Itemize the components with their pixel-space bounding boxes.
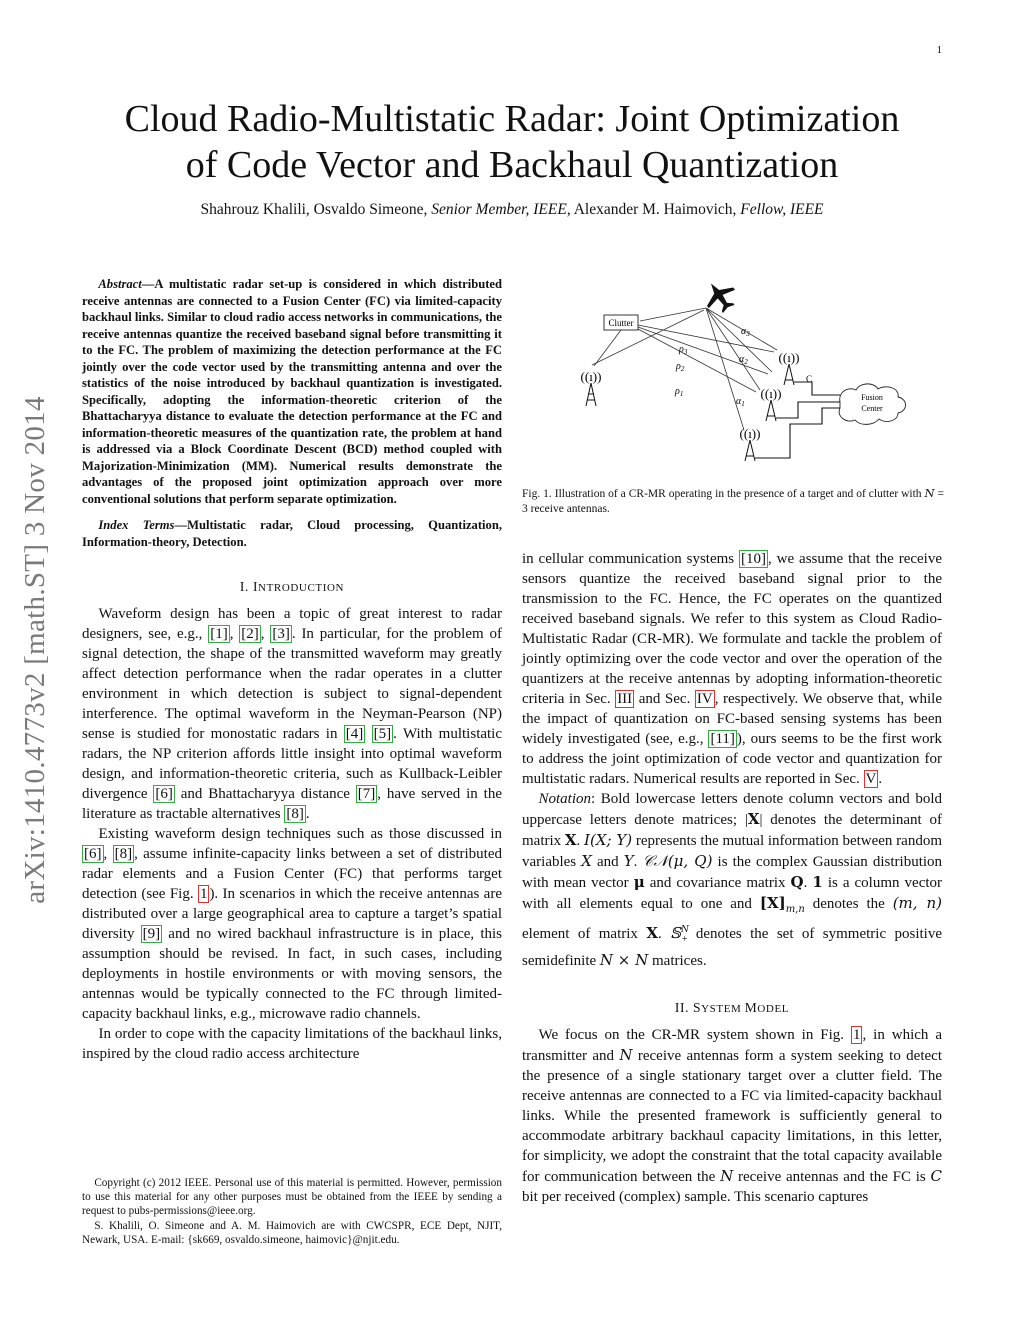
math-subscript: +	[681, 934, 688, 945]
section-1-rest: NTRODUCTION	[258, 582, 345, 594]
text-run: .	[576, 833, 585, 849]
svg-text:((ı)): ((ı))	[739, 426, 761, 441]
svg-text:((ı)): ((ı))	[778, 350, 800, 365]
author-names-1: Shahrouz Khalili, Osvaldo Simeone,	[200, 201, 432, 218]
citation-link[interactable]: [5]	[373, 726, 392, 742]
text-run: : Bold lowercase letters denote column vectors and bold uppercase letters denote matrices; |	[522, 791, 942, 828]
text-run: We focus on the CR-MR system shown in Fig.	[538, 1027, 851, 1043]
abstract-label: Abstract	[98, 277, 142, 291]
citation-link[interactable]: [6]	[84, 846, 102, 862]
text-run: ). In scenarios in which the receive antennas are distributed over a large geographical area to capture a target’s spatial diversity	[82, 886, 502, 942]
intro-paragraph-2	[82, 824, 502, 1024]
citation-link[interactable]: [11]	[710, 731, 735, 747]
figure-link[interactable]: 1	[852, 1027, 861, 1043]
math-symbol: X	[747, 810, 760, 828]
text-run: Existing waveform design techniques such as those discussed in	[98, 826, 502, 842]
text-run: , have served in the literature as tractable alternatives	[82, 786, 502, 822]
receive-antenna-1-icon	[740, 426, 761, 461]
text-run: ,	[229, 626, 240, 642]
figure-1-caption	[522, 486, 944, 516]
rho-2-label: $\rho_2$	[676, 361, 685, 373]
index-terms-text: —Multistatic radar, Cloud processing, Quantization, Information-theory, Detection.	[82, 518, 502, 549]
citation-link[interactable]: [4]	[345, 726, 364, 742]
math-symbol: N	[619, 1046, 633, 1064]
text-run: denotes the set of symmetric positive semidefinite	[522, 926, 942, 969]
section-link[interactable]: III	[617, 691, 633, 707]
notation-label: Notation	[538, 791, 592, 807]
text-run: , assume infinite-capacity links between a set of distributed radar elements and a Fusion Center (FC) that performs target detection (see Fig.	[82, 846, 503, 902]
text-run: and Bhattacharyya distance	[174, 786, 356, 802]
text-run: .	[878, 771, 883, 787]
math-symbol: X	[581, 852, 592, 870]
math-symbol: N	[720, 1167, 734, 1185]
intro-paragraph-1	[82, 604, 502, 824]
text-run: . With multistatic radars, the NP criterion affords little insight into optimal waveform design, and information-theoretic criteria, such as Kullback-Leibler divergence	[82, 726, 503, 802]
text-run: matrices.	[648, 953, 707, 969]
citation-link[interactable]: [2]	[241, 626, 259, 642]
text-run: ,	[260, 626, 271, 642]
text-run: , we assume that the receive sensors quantize the received baseband signal prior to the transmission to the FC. Hence, the FC operates on the quantized received baseband signals. We refer to this system as Cloud Radio-Multistatic Radar (CR-MR). We formulate and tackle the problem of jointly optimizing over the code vector and over the operation of the quantizers at the receive antennas by adopting information-theoretic criteria in Sec.	[522, 551, 942, 707]
target-aircraft-icon	[698, 274, 742, 318]
citation-link[interactable]: [9]	[142, 926, 161, 942]
index-terms-label: Index Terms	[98, 518, 175, 532]
math-symbol: [X]	[759, 894, 786, 912]
capacity-label: C	[806, 374, 813, 384]
figure-1	[522, 270, 942, 480]
alpha-3-label: $\alpha_3$	[741, 326, 750, 338]
text-run: , in which a transmitter and	[522, 1027, 943, 1064]
affiliation-footnote: S. Khalili, O. Simeone and A. M. Haimovich are with CWCSPR, ECE Dept, NJIT, Newark, USA. E-mail: {sk669, osvaldo.simeone, haimovic}@njit.edu.	[82, 1219, 502, 1246]
math-symbol: (m, n)	[892, 894, 942, 912]
citation-link[interactable]: [8]	[114, 846, 133, 862]
text-run: ), ours seems to be the first work to address the joint optimization of code vector and quantization for multistatic radars. Numerical results are reported in Sec.	[522, 731, 942, 787]
math-symbol: 𝒞𝒩(μ, Q)	[642, 852, 713, 870]
math-symbol: X	[564, 831, 577, 849]
page-number: 1	[936, 44, 942, 56]
section-heading-introduction	[82, 579, 502, 595]
footnotes	[82, 1176, 502, 1247]
figure-link[interactable]: 1	[199, 886, 208, 902]
math-symbol: X	[646, 924, 658, 942]
citation-link[interactable]: [7]	[357, 786, 376, 802]
svg-text:((ı)): ((ı))	[580, 369, 602, 384]
system-model-paragraph	[522, 1025, 942, 1207]
receive-antenna-3-icon	[779, 350, 800, 385]
notation-paragraph	[522, 789, 942, 971]
svg-text:((ı)): ((ı))	[760, 386, 782, 401]
math-symbol: Y	[623, 852, 634, 870]
math-symbol: N × N	[599, 951, 649, 969]
text-run: .	[305, 806, 310, 822]
index-terms	[82, 517, 502, 550]
text-run: .	[633, 854, 643, 870]
text-run: and covariance matrix	[644, 875, 791, 891]
author-list	[80, 201, 944, 219]
text-run: receive antennas form a system seeking to detect the presence of a single stationary target over a clutter field. The receive antennas are connected to a FC via limited-capacity backhaul links. While the presented framework is sufficiently general to accommodate arbitrary backhaul capacity limitations, in this letter, for simplicity, we adopt the constraint that the total capacity available for communication between the	[522, 1048, 942, 1185]
math-symbol: μ	[633, 873, 645, 891]
text-run: and Sec.	[634, 691, 695, 707]
math-symbol: Q	[790, 873, 804, 891]
text-run: . In particular, for the problem of signal detection, the shape of the transmitted waveform may greatly affect detection performance when the radar operates in a clutter environment in which detection is subject to signal-dependent interference. The optimal waveform in the Neyman-Pearson (NP) sense is studied for monostatic radars in	[82, 626, 502, 742]
section-link[interactable]: IV	[696, 691, 713, 707]
text-run: in cellular communication systems	[522, 551, 740, 567]
left-column	[82, 276, 502, 1064]
text-run: receive antennas and the FC is	[733, 1169, 931, 1185]
fusion-label-1: Fusion	[861, 393, 883, 402]
text-run: is a column vector with all elements equal to one and	[522, 875, 943, 912]
alpha-2-label: $\alpha_2$	[739, 354, 748, 366]
section-1-number: I.	[239, 579, 253, 594]
text-run: | denotes the determinant of matrix	[522, 812, 942, 849]
right-column	[522, 549, 942, 1207]
section-1-first: I	[252, 579, 259, 594]
text-run: and	[591, 854, 624, 870]
text-run: Waveform design has been a topic of great interest to radar designers, see, e.g.,	[82, 606, 502, 642]
title-line-2: of Code Vector and Backhaul Quantization	[185, 144, 839, 186]
author-role-2: Fellow, IEEE	[740, 201, 824, 218]
text-run: .	[803, 875, 813, 891]
math-superscript: N	[680, 925, 689, 935]
abstract-text: —A multistatic radar set-up is considered in which distributed receive antennas are connected to a Fusion Center (FC) via limited-capacity backhaul links. Similar to cloud radio access networks in communications, the receive antennas quantize the received baseband signal before transmitting it to the FC. The problem of maximizing the detection performance at the FC jointly over the code vector used by the transmitting antenna and over the statistics of the noise introduced by backhaul quantization is investigated. Specifically, adopting the information-theoretic criterion of the Bhattacharyya distance to evaluate the detection performance at the FC and information-theoretic measures of the quantization rate, the problem at hand is addressed via a Block Coordinate Descent (BCD) method coupled with Majorization-Minimization (MM). Numerical results demonstrate the advantages of the proposed joint optimization approach over more conventional solutions that perform separate optimization.	[82, 277, 502, 506]
intro-paragraph-3: In order to cope with the capacity limitations of the backhaul links, inspired by the cloud radio access architecture	[82, 1026, 502, 1062]
receive-antenna-2-icon	[761, 386, 782, 421]
fusion-label-2: Center	[861, 404, 883, 413]
copyright-footnote: Copyright (c) 2012 IEEE. Personal use of this material is permitted. However, permission to use this material for any other purposes must be obtained from the IEEE by sending a request to pubs-permissions@ieee.org.	[82, 1177, 502, 1218]
text-run: bit per received (complex) sample. This scenario captures	[522, 1189, 869, 1205]
rho-1-label: $\rho_1$	[675, 386, 684, 398]
math-symbol: 1	[812, 873, 823, 891]
section-heading-system-model	[522, 1000, 942, 1016]
section-link[interactable]: V	[865, 771, 877, 787]
text-run: represents the mutual information between random variables	[522, 833, 942, 870]
abstract	[82, 276, 502, 507]
text-run: and no wired backhaul infrastructure is in place, this assumption should be revised. In fact, in such cases, including deployments in hostile environments or with moving sensors, the antennas would be typically connected to the FC through limited-capacity backhaul links, e.g., microwave radio channels.	[82, 926, 503, 1022]
section-2-rest-1: YSTEM	[701, 1003, 745, 1015]
text-run: = 3 receive antennas.	[522, 488, 944, 515]
section-2-number: II.	[674, 1000, 694, 1015]
text-run: element of matrix	[522, 926, 647, 942]
citation-link[interactable]: [1]	[210, 626, 228, 642]
math-symbol: C	[930, 1167, 942, 1185]
section-2-first-1: S	[693, 1000, 702, 1015]
title-line-1: Cloud Radio-Multistatic Radar: Joint Optimization	[124, 98, 900, 140]
text-run: ,	[103, 846, 113, 862]
arxiv-stamp: arXiv:1410.4773v2 [math.ST] 3 Nov 2014	[19, 396, 51, 904]
fusion-center-cloud	[839, 384, 905, 425]
math-subscript: m,n	[785, 904, 805, 915]
text-run: is the complex Gaussian distribution with mean vector	[522, 854, 943, 891]
text-run: .	[657, 926, 671, 942]
math-symbol: I(X; Y)	[584, 831, 633, 849]
citation-link[interactable]: [10]	[741, 551, 767, 567]
figure-1-diagram	[522, 270, 942, 480]
citation-link[interactable]: [3]	[272, 626, 290, 642]
paper-title	[80, 96, 944, 188]
intro-paragraph-3-continued	[522, 549, 942, 789]
rho-3-label: $\rho_3$	[679, 344, 688, 356]
alpha-1-label: $\alpha_1$	[736, 396, 745, 408]
text-run	[365, 726, 371, 742]
path-labels	[674, 326, 750, 408]
section-2-first-2: M	[744, 1000, 758, 1015]
citation-link[interactable]: [8]	[286, 806, 304, 822]
text-run: denotes the	[804, 896, 893, 912]
math-symbol: 𝕊	[670, 924, 681, 942]
author-names-2: , Alexander M. Haimovich,	[566, 201, 741, 218]
text-run: Fig. 1. Illustration of a CR-MR operating in the presence of a target and of clutter with	[522, 488, 925, 500]
transmit-antenna-icon	[581, 369, 602, 406]
citation-link[interactable]: [6]	[155, 786, 173, 802]
math-symbol: N	[924, 486, 935, 500]
author-role-1: Senior Member, IEEE	[431, 201, 567, 218]
text-run: , respectively. We observe that, while the impact of quantization on FC-based sensing systems has been widely investigated (see, e.g.,	[522, 691, 942, 747]
section-2-rest-2: ODEL	[757, 1003, 790, 1015]
clutter-label: Clutter	[608, 318, 634, 328]
